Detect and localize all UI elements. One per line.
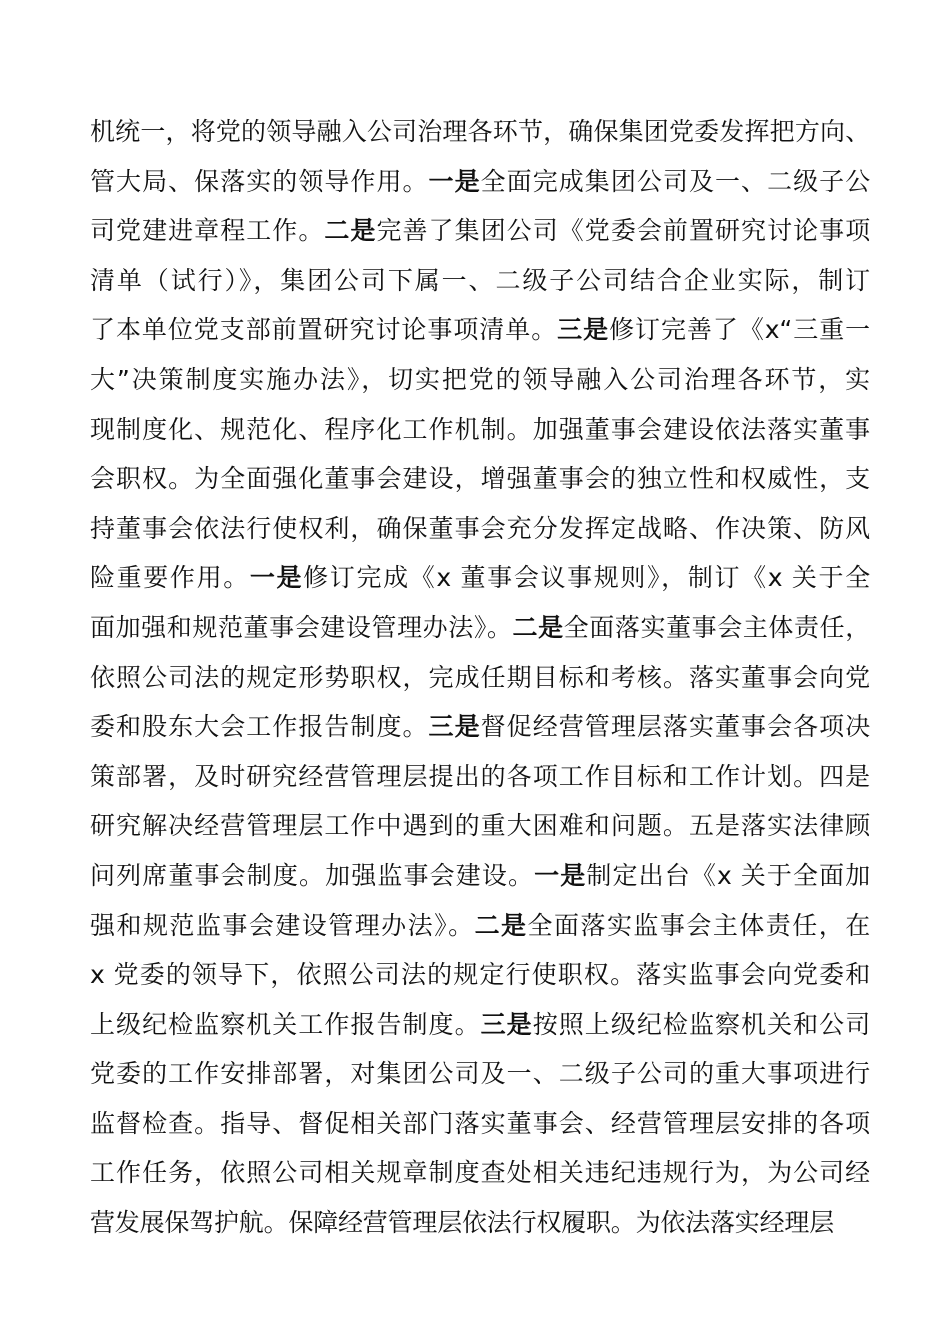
text-line [90,355,870,405]
text-run: 督促经营管理层落实董事会各项决 [480,712,870,742]
text-run: 按照上级纪检监察机关和公司 [532,1009,870,1039]
bold-marker: 二是 [324,216,377,246]
text-run: 完善了集团公司《党委会前置研究讨论事项 [376,216,871,246]
text-run: 上级纪检监察机关工作报告制度。 [90,1009,481,1039]
text-line [90,752,870,802]
bold-marker: 三是 [480,1009,533,1039]
text-run: 险重要作用。 [90,563,250,593]
text-run: 了本单位党支部前置研究讨论事项清单。 [90,315,558,345]
text-line [90,553,870,603]
text-line [90,950,870,1000]
text-run: 现制度化、规范化、程序化工作机制。加强董事会建设依法落实董事 [90,414,870,444]
text-line [90,653,870,703]
text-line [90,1000,870,1050]
text-run: 机统一，将党的领导融入公司治理各环节，确保集团党委发挥把方向、 [90,117,870,146]
text-run: 修订完善了《x“三重一 [609,315,870,345]
text-run: 党委的工作安排部署，对集团公司及一、二级子公司的重大事项进行 [90,1059,870,1089]
text-line [90,454,870,504]
text-run: 监督检查。指导、督促相关部门落实董事会、经营管理层安排的各项 [90,1108,870,1138]
text-line [90,1198,870,1248]
text-run: 工作任务，依照公司相关规章制度查处相关违纪违规行为，为公司经 [90,1158,870,1188]
text-run: 修订完成《x 董事会议事规则》，制订《x 关于全 [303,563,871,593]
text-line [90,405,870,455]
text-run: 制定出台《x 关于全面加 [586,860,871,890]
text-run: 策部署，及时研究经营管理层提出的各项工作目标和工作计划。四是 [90,761,870,791]
text-line [90,801,870,851]
text-line [90,901,870,951]
text-run: 全面落实监事会主体责任，在 [527,910,870,940]
text-run: 清单（试行）》，集团公司下属一、二级子公司结合企业实际，制订 [90,265,870,295]
bold-marker: 一是 [249,563,304,593]
text-line [90,107,870,157]
text-line [90,1099,870,1149]
text-line [90,206,870,256]
text-line [90,702,870,752]
text-run: 营发展保驾护航。保障经营管理层依法行权履职。为依法落实经理层 [90,1208,835,1238]
text-line [90,1049,870,1099]
text-run: 研究解决经营管理层工作中遇到的重大困难和问题。五是落实法律顾 [90,811,870,841]
text-run: 大”决策制度实施办法》，切实把党的领导融入公司治理各环节，实 [90,364,870,394]
text-line [90,603,870,653]
text-run: 委和股东大会工作报告制度。 [90,712,429,742]
text-run: 问列席董事会制度。加强监事会建设。 [90,860,535,890]
text-line [90,1148,870,1198]
text-run: 面加强和规范董事会建设管理办法》。 [90,612,513,642]
text-run: 强和规范监事会建设管理办法》。 [90,910,475,940]
bold-marker: 一是 [534,860,587,890]
text-run: 持董事会依法行使权利，确保董事会充分发挥定战略、作决策、防风 [90,513,870,543]
text-line [90,256,870,306]
text-run: 全面完成集团公司及一、二级子公 [480,166,870,196]
bold-marker: 三是 [428,712,481,742]
text-run: x 党委的领导下，依照公司法的规定行使职权。落实监事会向党委和 [90,960,870,990]
bold-marker: 二是 [512,612,564,642]
text-line [90,504,870,554]
bold-marker: 三是 [557,315,610,345]
text-run: 会职权。为全面强化董事会建设，增强董事会的独立性和权威性，支 [90,464,870,494]
text-line [90,851,870,901]
text-run: 全面落实董事会主体责任， [563,612,870,642]
text-run: 司党建进章程工作。 [90,216,325,246]
body-paragraph [90,107,870,1248]
text-run: 依照公司法的规定形势职权，完成任期目标和考核。落实董事会向党 [90,662,870,692]
text-run: 管大局、保落实的领导作用。 [90,166,429,196]
text-line [90,157,870,207]
bold-marker: 二是 [474,910,528,940]
text-line [90,305,870,355]
bold-marker: 一是 [428,166,481,196]
